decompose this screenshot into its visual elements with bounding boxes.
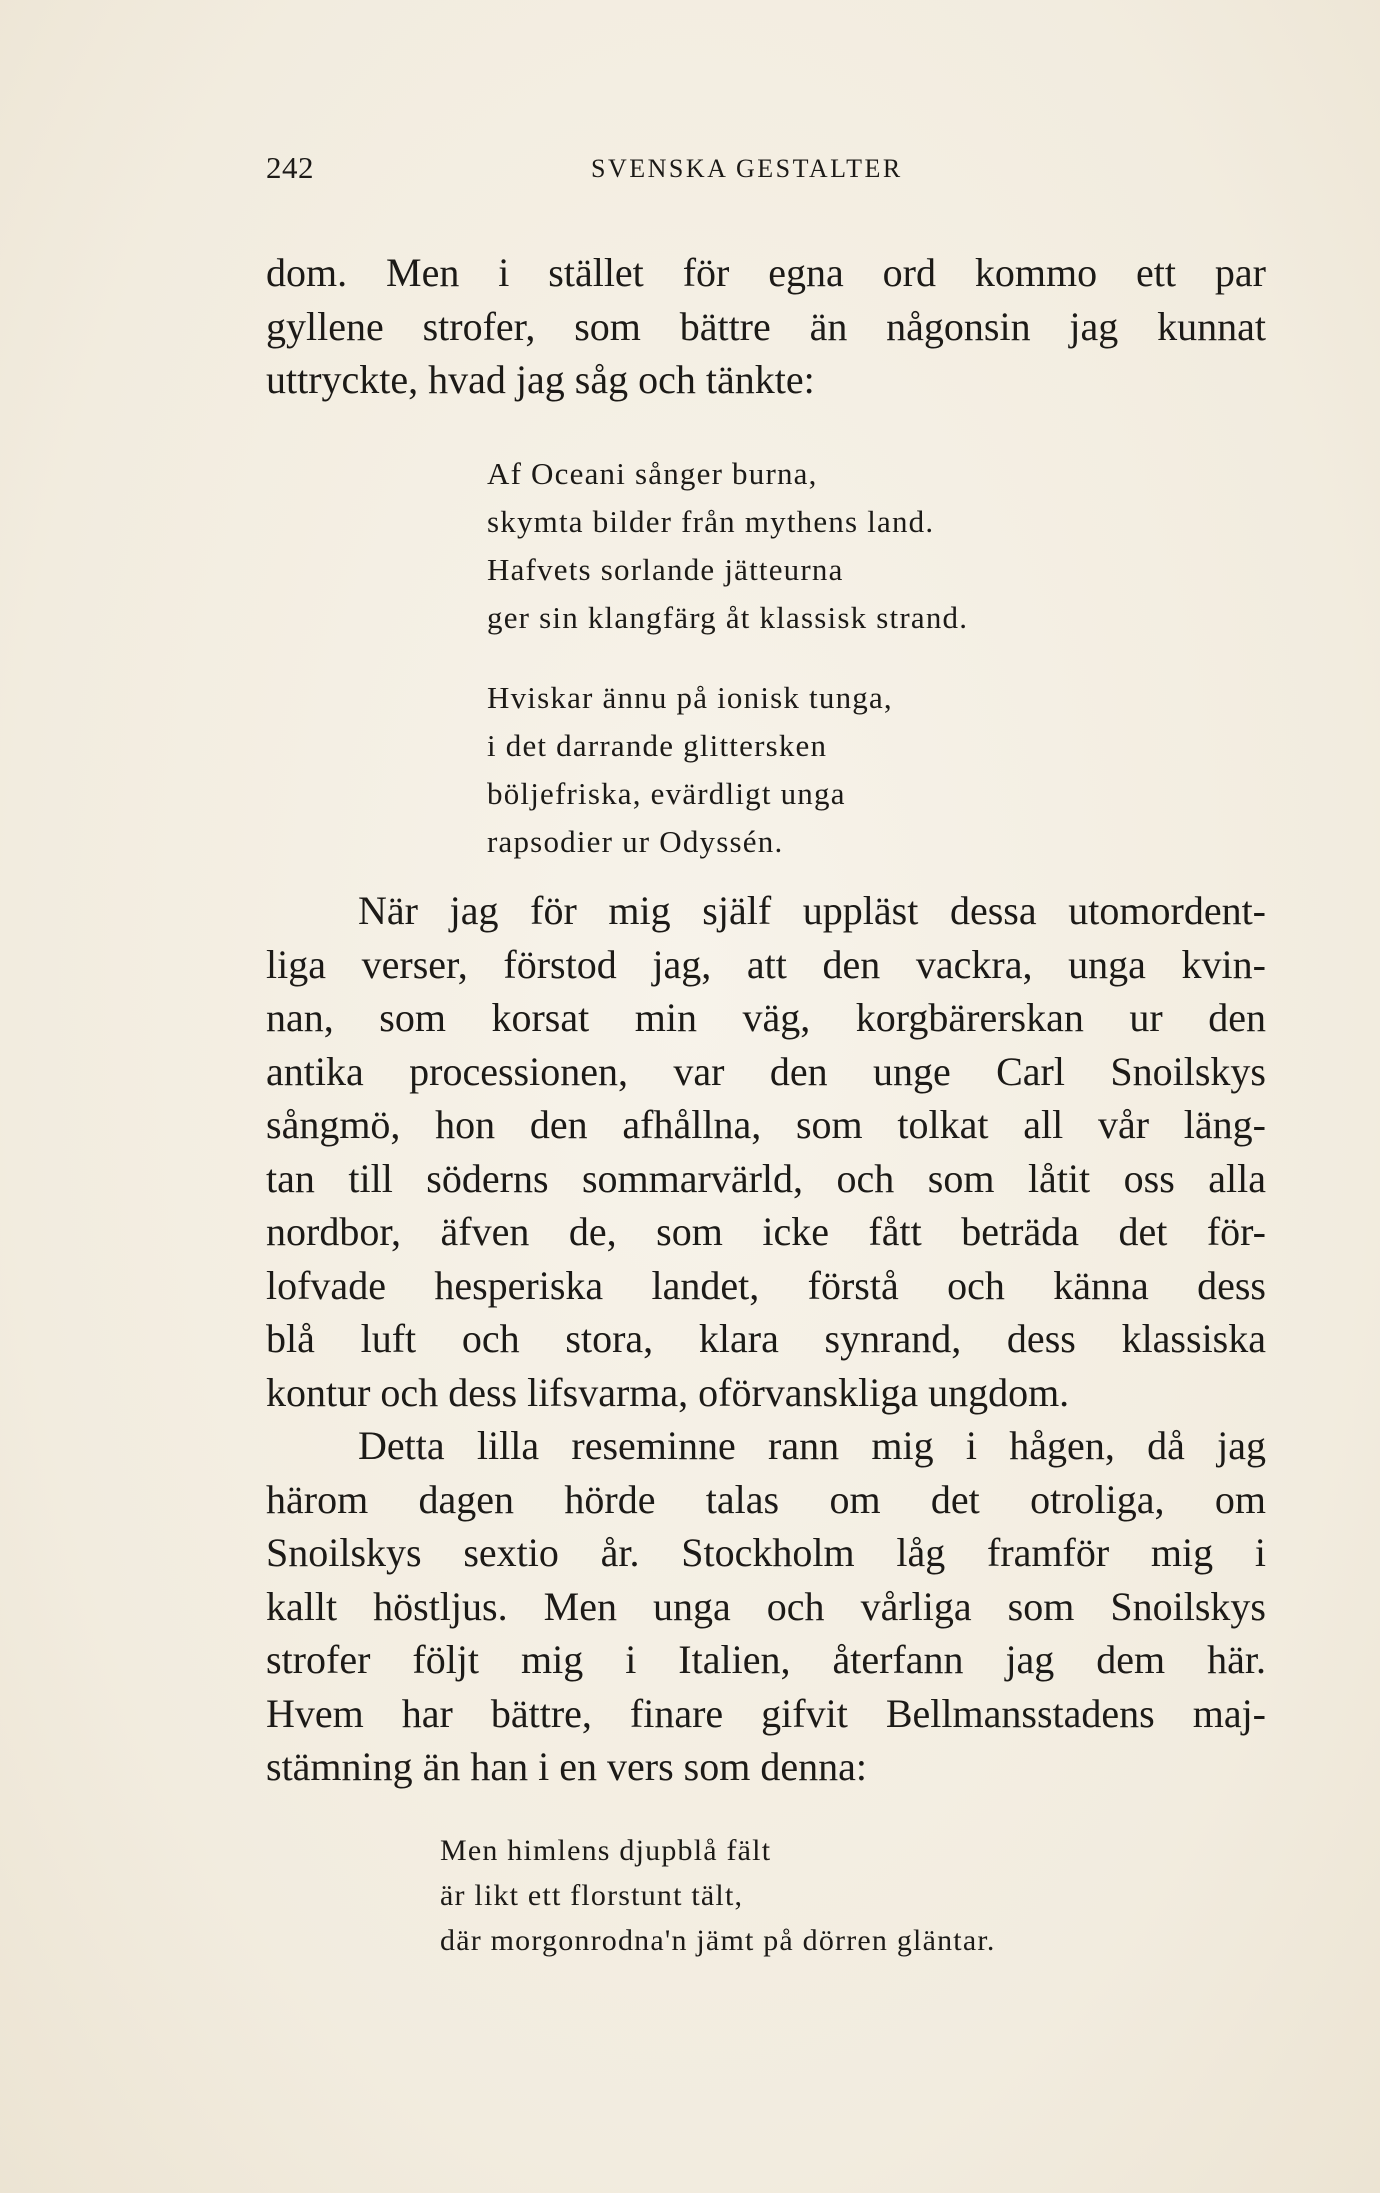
verse-line: Men himlens djupblå fält bbox=[440, 1834, 772, 1867]
verse-line: rapsodier ur Odyssén. bbox=[487, 824, 784, 859]
page-header bbox=[266, 150, 1266, 200]
text-line: stämning än han i en vers som denna: bbox=[266, 1744, 867, 1789]
text-line: liga verser, förstod jag, att den vackra, unga kvin- bbox=[266, 941, 1266, 987]
text-line: nordbor, äfven de, som icke fått beträda det för- bbox=[266, 1209, 1266, 1254]
running-title: SVENSKA GESTALTER bbox=[591, 154, 903, 183]
text-line: uttryckte, hvad jag såg och tänkte: bbox=[266, 357, 815, 402]
poem-quotation-2 bbox=[440, 1828, 996, 1963]
text-line: lofvade hesperiska landet, förstå och känna dess bbox=[266, 1262, 1266, 1308]
verse-line: Hviskar ännu på ionisk tunga, bbox=[487, 680, 893, 715]
text-line: sångmö, hon den afhållna, som tolkat all vår läng- bbox=[266, 1102, 1266, 1147]
verse-line: ger sin klangfärg åt klassisk strand. bbox=[487, 600, 969, 635]
paragraph-1 bbox=[266, 246, 1266, 407]
verse-line: där morgonrodna'n jämt på dörren gläntar. bbox=[440, 1924, 996, 1957]
verse-line: skymta bilder från mythens land. bbox=[487, 504, 935, 539]
text-line: nan, som korsat min väg, korgbärerskan ur den bbox=[266, 995, 1266, 1040]
text-line: kontur och dess lifsvarma, oförvanskliga ungdom. bbox=[266, 1369, 1070, 1415]
text-line: gyllene strofer, som bättre än någonsin jag kunnat bbox=[266, 303, 1266, 349]
text-line: antika processionen, var den unge Carl Snoilskys bbox=[266, 1048, 1266, 1094]
poem-stanza-2 bbox=[487, 674, 968, 866]
page-number: 242 bbox=[266, 150, 314, 185]
text-line: När jag för mig själf uppläst dessa utomordent- bbox=[358, 888, 1266, 933]
text-line: strofer följt mig i Italien, återfann jag dem här. bbox=[266, 1637, 1266, 1682]
text-line: Snoilskys sextio år. Stockholm låg framför mig i bbox=[266, 1530, 1266, 1575]
poem-stanza-1 bbox=[487, 450, 968, 642]
text-line: tan till söderns sommarvärld, och som låtit oss alla bbox=[266, 1155, 1266, 1201]
text-line: härom dagen hörde talas om det otroliga, om bbox=[266, 1476, 1266, 1522]
text-line: kallt höstljus. Men unga och vårliga som Snoilskys bbox=[266, 1583, 1266, 1629]
verse-line: böljefriska, evärdligt unga bbox=[487, 776, 846, 811]
poem-quotation-1 bbox=[487, 450, 968, 866]
verse-line: Hafvets sorlande jätteurna bbox=[487, 552, 844, 587]
verse-line: är likt ett florstunt tält, bbox=[440, 1879, 744, 1912]
text-line: Hvem har bättre, finare gifvit Bellmansstadens maj- bbox=[266, 1690, 1266, 1736]
stanza-gap bbox=[487, 642, 968, 674]
verse-line: Af Oceani sånger burna, bbox=[487, 456, 818, 491]
paragraph-2-and-3 bbox=[266, 884, 1266, 1794]
text-line: blå luft och stora, klara synrand, dess klassiska bbox=[266, 1316, 1266, 1361]
text-line: Detta lilla reseminne rann mig i hågen, då jag bbox=[358, 1423, 1266, 1468]
verse-line: i det darrande glittersken bbox=[487, 728, 828, 763]
text-line: dom. Men i stället för egna ord kommo ett par bbox=[266, 250, 1266, 295]
